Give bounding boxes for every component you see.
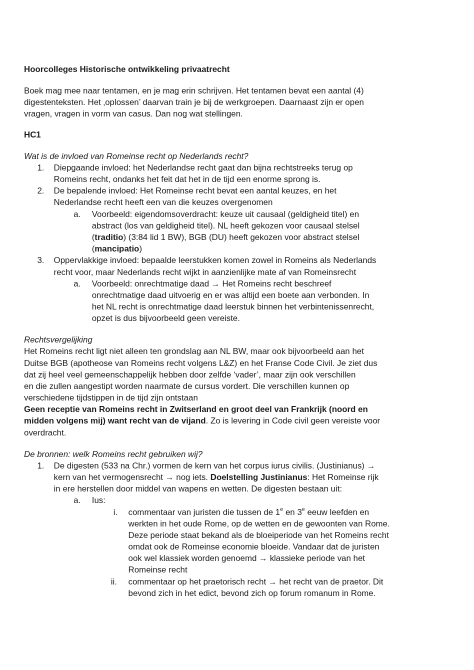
list1-item2-line1: De bepalende invloed: Het Romeinse recht bevat een aantal keuzes, en het xyxy=(53,187,337,197)
i-line5-post: klassieke periode van het xyxy=(269,554,365,564)
list1-item3a-line4: opzet is dus bijvoorbeeld geen vereiste. xyxy=(91,314,240,324)
rechtsvergelijking-heading: Rechtsvergelijking xyxy=(24,336,93,346)
i-pre: commentaar van juristen die tussen de 1 xyxy=(128,508,281,518)
list2-item1-line1 xyxy=(54,461,375,473)
doelstelling-term: Doelstelling Justinianus xyxy=(210,473,308,483)
list2-line2-post: : Het Romeinse rijk xyxy=(307,473,379,483)
list1-item3-line1: Oppervlakkige invloed: bepaalde leerstukken komen zowel in Romeins als Nederlands xyxy=(53,256,377,266)
list1-item3a-line3: het NL recht is onrechtmatige daad leerstuk binnen het verbintenissenrecht, xyxy=(91,302,375,312)
list2-i-line3: Deze periode staat bekand als de bloeiperiode van het Romeins recht xyxy=(128,531,389,541)
i-post: eeuw leefden en xyxy=(304,508,370,518)
rv-tail-line: overdracht. xyxy=(24,428,67,438)
list1-item2a-line3-rest: ) (3:84 lid 1 BW), BGB (DU) heeft gekozen voor abstract stelsel xyxy=(123,233,360,243)
rv-line-2: Duitse BGB (apotheose van Romeins recht volgens L&Z) en het Franse Code Civil. Je ziet dus xyxy=(24,359,378,369)
list2-ii-line1 xyxy=(128,577,383,589)
arrow-right-icon: → xyxy=(268,577,277,587)
list1-item2-line2: Nederlandse recht heeft een van die keuzes overgenomen xyxy=(53,198,273,208)
arrow-right-icon: → xyxy=(259,554,268,564)
rv-tail: . Zo is levering in Code civil geen vereiste voor xyxy=(205,417,381,427)
list-letter: a. xyxy=(73,496,81,506)
list-roman: ii. xyxy=(110,577,117,587)
list1-item3a-line1 xyxy=(92,279,332,291)
i-line5-pre: ook wel klassiek worden genoemd xyxy=(128,554,257,564)
list2-line2-mid: nog iets. xyxy=(176,473,209,483)
doc-title: Hoorcolleges Historische ontwikkeling privaatrecht xyxy=(24,65,230,75)
heading-hc1: HC1 xyxy=(24,130,41,140)
list1-item3a-pre: Voorbeeld: onrechtmatige daad xyxy=(91,279,210,289)
intro-line-2: digestenteksten. Het ‚oplossen’ daarvan train je bij de werkgroepen. Daarnaast zijn er open xyxy=(24,98,364,108)
rv-line-3: dat zij heel veel gemeenschappelijk hebben door zelfde ‘vader’, maar zijn ook verschillen xyxy=(24,370,356,380)
ii-post: het recht van de praetor. Dit xyxy=(279,577,384,587)
rv-bold-line-1: Geen receptie van Romeins recht in Zwitserland en groot deel van Frankrijk (noord en xyxy=(24,405,368,415)
list2-i-line4: omdat ook de Romeinse economie bloeide. Vandaar dat de juristen xyxy=(128,542,380,552)
question-1: Wat is de invloed van Romeinse recht op Nederlands recht? xyxy=(24,152,249,162)
list-number: 3. xyxy=(37,256,45,266)
ii-pre: commentaar op het praetorisch recht xyxy=(128,577,267,587)
rv-line-1: Het Romeins recht ligt niet alleen ten grondslag aan NL BW, maar ook bijvoorbeeld aan het xyxy=(24,347,364,357)
list1-item1-line1: Diepgaande invloed: het Nederlandse recht gaat dan bijna rechtstreeks terug op xyxy=(53,163,353,173)
list1-item2a-line3: (traditio) (3:84 lid 1 BW), BGB (DU) heeft gekozen voor abstract stelsel xyxy=(91,233,360,243)
rv-line-4: en die zullen aangestipt worden naarmate de cursus vordert. Die verschillen kunnen op xyxy=(24,382,350,392)
list-letter: a. xyxy=(73,279,81,289)
sup-e: e xyxy=(280,506,284,513)
list-number: 1. xyxy=(37,163,45,173)
i-mid: en 3 xyxy=(283,508,302,518)
sup-e: e xyxy=(301,506,305,513)
list2-i-line5 xyxy=(128,554,365,566)
list2-item1-line2 xyxy=(54,473,379,485)
list-letter: a. xyxy=(73,210,81,220)
ius-label: Ius: xyxy=(91,496,106,506)
arrow-right-icon: → xyxy=(211,279,220,289)
traditio-term: traditio xyxy=(94,233,124,243)
arrow-right-icon: → xyxy=(165,473,174,483)
list2-i-line2: werkten in het oude Rome, op de wetten en de gewoonten van Rome. xyxy=(128,519,390,529)
list-number: 2. xyxy=(37,187,45,197)
intro-line-1: Boek mag mee naar tentamen, en je mag erin schrijven. Het tentamen bevat een aantal (4) xyxy=(24,86,364,96)
list2-item1-line3: in ere herstellen door middel van wapens en wetten. De digesten bestaan uit: xyxy=(53,484,343,495)
list2-i-line1 xyxy=(128,507,369,519)
list2-i-line6: Romeinse recht xyxy=(128,566,188,576)
question-2: De bronnen: welk Romeins recht gebruiken wij? xyxy=(24,450,203,460)
list2-line1-text: De digesten (533 na Chr.) vormen de kern van het corpus iurus civilis. (Justinianus) xyxy=(53,461,365,471)
rv-bold-part: midden volgens mij) want recht van de vijand xyxy=(24,417,206,427)
list1-item1-line2: Romeins recht, ondanks het feit dat het in de tijd een enorme sprong is. xyxy=(53,175,321,185)
arrow-right-icon: → xyxy=(366,461,376,471)
list1-item2a-line2: abstract (los van geldigheid titel). NL heeft gekozen voor causaal stelsel xyxy=(91,221,360,231)
rv-line-5: verschiedene tijdstippen in de tijd zijn ontstaan xyxy=(24,393,198,404)
list2-ii-line2: bevond zich in het edict, bevond zich op forum romanum in Rome. xyxy=(128,589,376,599)
intro-line-3: vragen, vragen in vorm van casus. Dan nog wat stellingen. xyxy=(24,110,243,120)
list-number: 1. xyxy=(37,461,45,471)
list1-item3-line2: recht voor, maar Nederlands recht wijkt in aanzienlijke mate af van Romeinsrecht xyxy=(53,268,357,278)
mancipatio-term: mancipatio xyxy=(94,244,140,255)
rv-bold-line-2 xyxy=(24,416,380,428)
list1-item3a-post: Het Romeins recht beschreef xyxy=(222,279,332,289)
list-roman: i. xyxy=(113,508,118,518)
list1-item3a-line2: onrechtmatige daad uitvoerig en er was altijd een boete aan verbonden. In xyxy=(91,291,370,301)
list2-line2-pre: kern van het vermogensrecht xyxy=(53,473,163,483)
list1-item2a-line4: (mancipatio) xyxy=(91,244,143,255)
list1-item2a-line1: Voorbeeld: eigendomsoverdracht: keuze uit causaal (geldigheid titel) en xyxy=(91,210,360,220)
